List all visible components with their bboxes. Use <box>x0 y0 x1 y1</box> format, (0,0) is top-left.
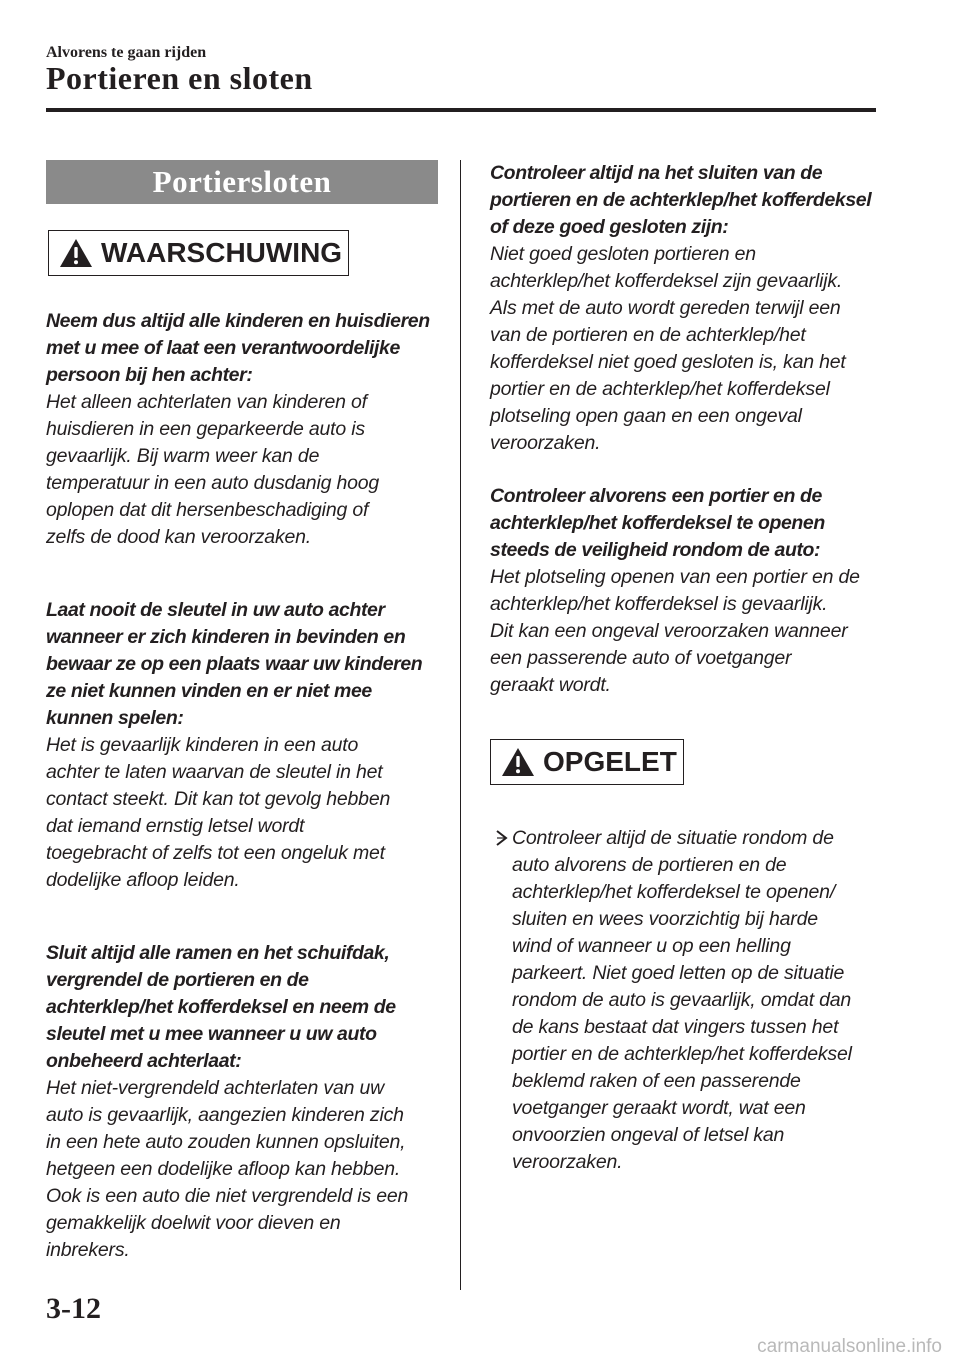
title-rule <box>46 108 876 112</box>
warning-body: Het alleen achterlaten van kinderen of huisdieren in een geparkeerde auto is gevaarlijk. Bij warm weer kan de temperatuur in een auto dusdanig hoog oplopen dat dit hersenbeschadiging of zelfs de dood kan veroorzaken. <box>46 391 380 548</box>
warning-body: Het niet-vergrendeld achterlaten van uw auto is gevaarlijk, aangezien kinderen zich in een hete auto zouden kunnen opsluiten, hetgeen een dodelijke afloop kan hebben. Ook is een auto die niet vergrendeld is een gemakkelijk doelwit voor dieven en inbrekers. <box>46 1077 409 1261</box>
warning-heading: Controleer alvorens een portier en de achterklep/het kofferdeksel te openen steeds de veiligheid rondom de auto: <box>490 485 825 561</box>
warning-body: Het is gevaarlijk kinderen in een auto achter te laten waarvan de sleutel in het contact steekt. Dit kan tot gevolg hebben dat iemand ernstig letsel wordt toegebracht of zelfs tot een ongeluk met dodelijke afloop leiden. <box>46 734 391 891</box>
warning-badge <box>48 230 349 276</box>
warning-block <box>46 308 438 551</box>
warning-block <box>490 483 885 699</box>
warning-heading: Controleer altijd na het sluiten van de portieren en de achterklep/het kofferdeksel of deze goed gesloten zijn: <box>490 162 872 238</box>
watermark: carmanualsonline.info <box>757 1336 942 1357</box>
chapter-label: Alvorens te gaan rijden <box>46 44 207 61</box>
warning-label: WAARSCHUWING <box>101 237 343 268</box>
warning-heading: Sluit altijd alle ramen en het schuifdak, vergrendel de portieren en de achterklep/het kofferdeksel en neem de sleutel met u mee wanneer u uw auto onbeheerd achterlaat: <box>46 942 396 1072</box>
warning-body: Het plotseling openen van een portier en de achterklep/het kofferdeksel is gevaarlijk. Dit kan een ongeval veroorzaken wanneer een passerende auto of voetganger geraakt wordt. <box>490 566 860 696</box>
warning-block <box>46 597 438 894</box>
page-title: Portieren en sloten <box>46 60 313 96</box>
column-divider <box>460 160 461 1290</box>
warning-triangle-icon <box>501 747 535 777</box>
caution-badge <box>490 739 684 785</box>
right-column <box>490 160 885 1176</box>
warning-body: Niet goed gesloten portieren en achterklep/het kofferdeksel zijn gevaarlijk. Als met de auto wordt gereden terwijl een van de portieren en de achterklep/het kofferdeksel niet goed gesloten is, kan het portier en de achterklep/het kofferdeksel plotseling open gaan en een ongeval veroorzaken. <box>490 243 846 454</box>
warning-block <box>490 160 885 457</box>
arrow-bullet-icon <box>492 829 512 847</box>
caution-bullet <box>490 825 885 1176</box>
section-title: Portiersloten <box>46 160 438 204</box>
warning-triangle-icon <box>59 238 93 268</box>
warning-heading: Neem dus altijd alle kinderen en huisdieren met u mee of laat een verantwoordelijke persoon bij hen achter: <box>46 310 430 386</box>
page-number: 3-12 <box>46 1292 101 1325</box>
caution-bullet-text: Controleer altijd de situatie rondom de auto alvorens de portieren en de achterklep/het kofferdeksel te openen/ sluiten en wees voorzichtig bij harde wind of wanneer u op een helling parkeert. Niet goed letten op de situatie rondom de auto is gevaarlijk, omdat dan de kans bestaat dat vingers tussen het portier en de achterklep/het kofferdeksel beklemd raken of een passerende voetganger geraakt wordt, wat een onvoorzien ongeval of letsel kan veroorzaken. <box>512 827 852 1173</box>
warning-heading: Laat nooit de sleutel in uw auto achter wanneer er zich kinderen in bevinden en bewaar ze op een plaats waar uw kinderen ze niet kunnen vinden en er niet mee kunnen spelen: <box>46 599 423 729</box>
warning-block <box>46 940 438 1264</box>
caution-label: OPGELET <box>543 746 677 777</box>
left-column <box>46 160 438 1264</box>
